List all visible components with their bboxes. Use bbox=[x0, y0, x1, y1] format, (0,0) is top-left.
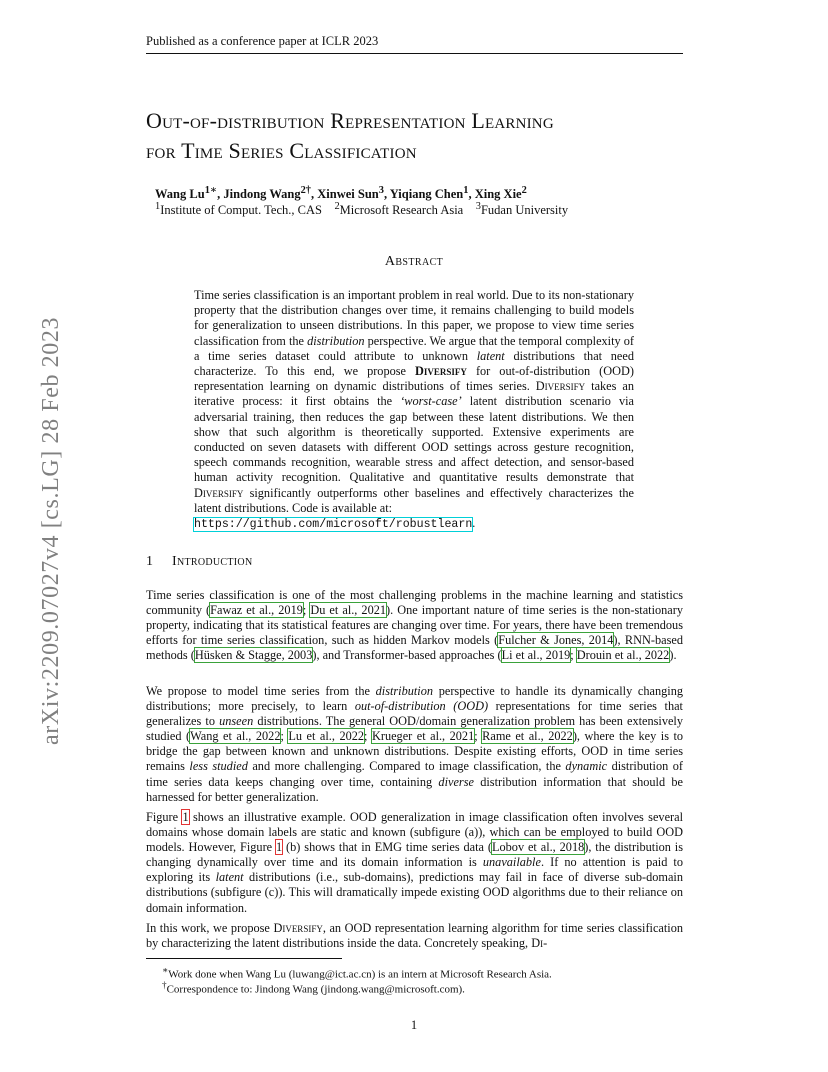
author-marker: 1∗ bbox=[204, 185, 218, 196]
author-name: Yiqiang Chen bbox=[389, 187, 464, 202]
author-list: Wang $Lu^{1∗}$, Jindong Wang$^{2\dagger}$, Xinwei Sun$^3$, Yiqiang Chen$^1$, Xing Xie$^2$ bbox=[155, 185, 527, 202]
method-name: Di- bbox=[531, 936, 548, 951]
citation-link[interactable]: Hüsken & Stagge, 2003 bbox=[194, 648, 313, 663]
method-name: Diversify bbox=[415, 364, 467, 379]
author-marker: 2 bbox=[521, 185, 527, 196]
citation-link[interactable]: Krueger et al., 2021 bbox=[371, 729, 475, 744]
method-name: Diversify bbox=[194, 485, 244, 500]
author-name: Xing Xie bbox=[474, 187, 522, 202]
section-title: Introduction bbox=[172, 554, 253, 569]
author-marker: 3 bbox=[378, 185, 384, 196]
section-heading bbox=[146, 554, 683, 570]
figure-ref-link[interactable]: 1 bbox=[276, 840, 283, 855]
intro-paragraph-1: Time series classification is one of the most challenging problems in the machine learning and statistics community (Fawaz et al., 2019; Du et al., 2021). One important nature of time series is the non-stationary property, indicating that its statistical features are changing over time. For years, there have been tremendous efforts for time series classification, such as hidden Markov models (Fulcher & Jones, 2014), RNN-based methods (Hüsken & Stagge, 2003), and Transformer-based approaches (Li et al., 2019; Drouin et al., 2022). bbox=[146, 588, 683, 663]
author-name: Wang Lu bbox=[155, 187, 205, 202]
affil-marker: 2 bbox=[334, 201, 340, 212]
citation-link[interactable]: Drouin et al., 2022 bbox=[576, 648, 670, 663]
citation-link[interactable]: Lu et al., 2022 bbox=[288, 729, 365, 744]
abstract-text: Time series classification is an important problem in real world. Due to its non-stationary property that the distribution changes over time, it remains challenging to build models for generalization to unseen distributions. In this paper, we propose to view time series classification from the distribution perspective. We argue that the temporal complexity of a time series dataset could attribute to unknown latent distributions that need characterize. To this end, we propose Diversify for out-of-distribution (OOD) representation learning on dynamic distributions of times series. Diversify takes an iterative process: it first obtains the ‘worst-case’ latent distribution scenario via adversarial training, then reduces the gap between these latent distributions. We then show that such algorithm is theoretically supported. Extensive experiments are conducted on seven datasets with different OOD settings across gesture recognition, speech commands recognition, wearable stress and affect detection, and sensor-based human activity recognition. Qualitative and quantitative results demonstrate that Diversify significantly outperforms other baselines and effectively characterizes the latent distributions. Code is available at: https://github.com/microsoft/robustlearn. bbox=[194, 288, 635, 532]
title-line-2: for Time Series Classification bbox=[146, 138, 417, 163]
footnote-divider bbox=[146, 958, 342, 959]
citation-link[interactable]: Rame et al., 2022 bbox=[482, 729, 573, 744]
abstract-heading: Abstract bbox=[384, 254, 444, 269]
figure-ref-link[interactable]: 1 bbox=[182, 810, 189, 824]
citation-link[interactable]: Lobov et al., 2018 bbox=[491, 840, 585, 855]
title-line-1: Out-of-distribution Representation Learning bbox=[146, 108, 554, 133]
paper-title bbox=[146, 106, 706, 166]
author-marker: 1 bbox=[463, 185, 469, 196]
citation-link[interactable]: Li et al., 2019 bbox=[501, 648, 571, 663]
citation-link[interactable]: Fulcher & Jones, 2014 bbox=[498, 633, 614, 648]
page-number: 1 bbox=[410, 1018, 418, 1032]
running-header: Published as a conference paper at ICLR 2023 bbox=[146, 34, 683, 54]
code-url-link[interactable]: https://github.com/microsoft/robustlearn bbox=[194, 518, 473, 532]
affiliations bbox=[155, 199, 695, 218]
method-name: Diversify bbox=[535, 379, 586, 394]
citation-link[interactable]: Du et al., 2021 bbox=[310, 603, 387, 618]
author-marker: 2† bbox=[300, 185, 311, 196]
section-number: 1 bbox=[146, 554, 154, 569]
citation-link[interactable]: Fawaz et al., 2019 bbox=[210, 603, 303, 618]
author-name: Xinwei Sun bbox=[317, 187, 379, 202]
intro-paragraph-2: We propose to model time series from the distribution perspective to handle its dynamically changing distributions; more precisely, to learn out-of-distribution (OOD) representations for time series that generalizes to unseen distributions. The general OOD/domain generalization problem has been extensively studied (Wang et al., 2022; Lu et al., 2022; Krueger et al., 2021; Rame et al., 2022), where the key is to bridge the gap between known and unknown distributions. Despite existing efforts, OOD in time series remains less studied and more challenging. Compared to image classification, the dynamic distribution of time series data keeps changing over time, containing diverse distribution information that should be harnessed for better generalization. bbox=[146, 684, 684, 804]
arxiv-stamp-text: arXiv:2209.07027v4 [cs.LG] 28 Feb 2023 bbox=[38, 316, 64, 745]
intro-paragraph-3: Figure 1 shows an illustrative example. OOD generalization in image classification often involves several domains whose domain labels are static and known (subfigure (a)), which can be employed to build OOD models. However, Figure 1 (b) shows that in EMG time series data (Lobov et al., 2018), the distribution is changing dynamically over time and its domain information is unavailable. If no attention is paid to exploring its latent distributions (i.e., sub-domains), predictions may fail in face of diverse sub-domain distributions (subfigure (c)). This will dramatically impede existing OOD algorithms due to their reliance on domain information. bbox=[146, 810, 684, 915]
affil-marker: 3 bbox=[475, 201, 481, 212]
author-name: Jindong Wang bbox=[223, 187, 301, 202]
affil-marker: 1 bbox=[155, 201, 161, 212]
method-name: Diversify bbox=[273, 921, 323, 935]
affiliation: Fudan University bbox=[480, 203, 569, 218]
citation-link[interactable]: Wang et al., 2022 bbox=[190, 729, 281, 744]
intro-paragraph-4: In this work, we propose Diversify, an OOD representation learning algorithm for time series classification by characterizing the latent distributions inside the data. Concretely speaking, Di- bbox=[146, 921, 684, 951]
footnote-2: †Correspondence to: Jindong Wang (jindong.wang@microsoft.com). bbox=[162, 980, 465, 996]
footnote-1: ∗Work done when Wang Lu (luwang@ict.ac.cn) is an intern at Microsoft Research Asia. bbox=[162, 965, 552, 981]
affiliation: Institute of Comput. Tech., CAS bbox=[160, 203, 322, 218]
affiliation: Microsoft Research Asia bbox=[339, 203, 464, 218]
